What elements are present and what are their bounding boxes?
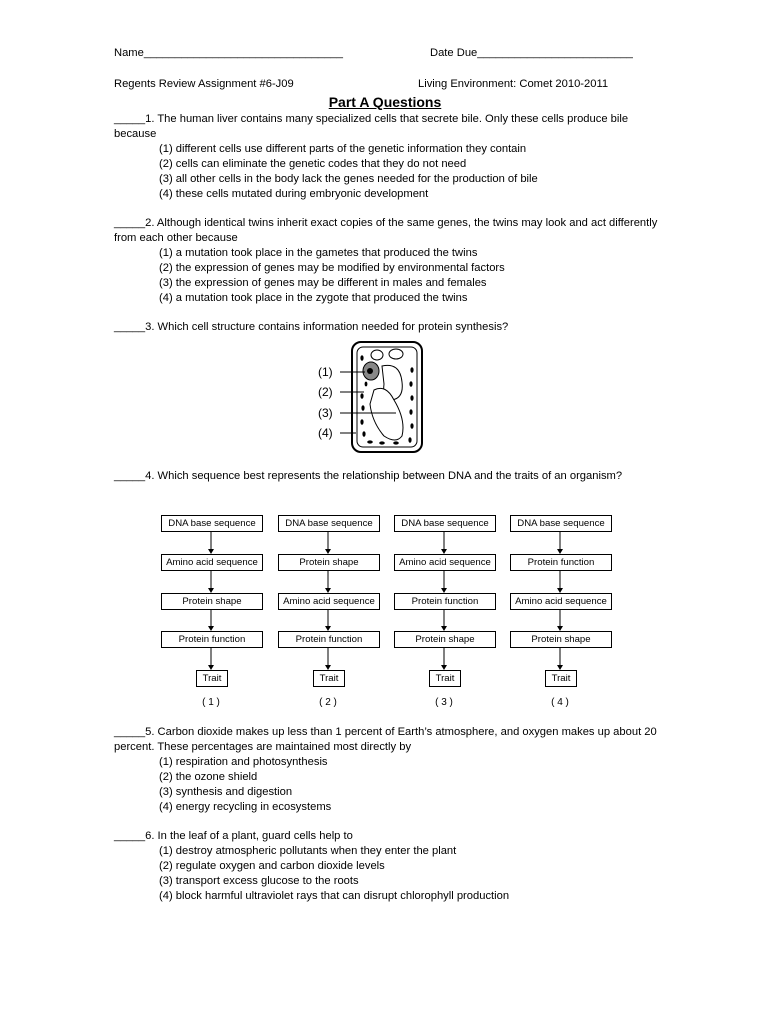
choice: (1) respiration and photosynthesis — [159, 756, 328, 768]
page-title: Part A Questions — [328, 94, 442, 110]
choice: (1) different cells use different parts of the genetic information they contain — [159, 143, 527, 155]
choice: (4) a mutation took place in the zygote that produced the twins — [159, 292, 468, 304]
flow-box: DNA base sequence — [394, 515, 496, 532]
assignment-label: Regents Review Assignment #6-J09 — [114, 78, 294, 90]
flow-box: Protein function — [161, 631, 263, 648]
cell-label-1: (1) — [318, 365, 333, 379]
flow-box: Amino acid sequence — [394, 554, 496, 571]
flow-box: Protein shape — [161, 593, 263, 610]
choice: (2) the expression of genes may be modified by environmental factors — [159, 262, 505, 274]
flowchart-option-label: ( 2 ) — [319, 697, 337, 708]
question-6 — [114, 829, 659, 904]
question-2 — [114, 216, 659, 306]
question-stem: _____4. Which sequence best represents the relationship between DNA and the traits of an organism? — [114, 470, 623, 482]
flow-box: DNA base sequence — [161, 515, 263, 532]
flowchart-option-label: ( 1 ) — [202, 697, 220, 708]
cell-label-4: (4) — [318, 426, 333, 440]
question-stem: _____3. Which cell structure contains information needed for protein synthesis? — [114, 321, 509, 333]
course-label: Living Environment: Comet 2010-2011 — [418, 78, 609, 90]
flow-box: Protein function — [510, 554, 612, 571]
flow-box: DNA base sequence — [510, 515, 612, 532]
nucleolus — [367, 368, 373, 374]
choice: (4) block harmful ultraviolet rays that can disrupt chlorophyll production — [159, 890, 510, 902]
name-field-line: Name________________________________ — [114, 47, 343, 59]
choice: (3) all other cells in the body lack the genes needed for the production of bile — [159, 173, 538, 185]
question-3 — [114, 320, 659, 335]
flow-box: Protein shape — [394, 631, 496, 648]
question-4 — [114, 469, 659, 484]
choice: (4) these cells mutated during embryonic development — [159, 188, 429, 200]
flow-box-trait: Trait — [429, 670, 461, 687]
flow-box: Protein shape — [510, 631, 612, 648]
choice: (3) transport excess glucose to the roots — [159, 875, 359, 887]
question-stem: _____1. The human liver contains many specialized cells that secrete bile. Only these cells produce bile because — [114, 113, 629, 140]
cell-label-2: (2) — [318, 385, 333, 399]
flow-box: DNA base sequence — [278, 515, 380, 532]
flow-box: Protein shape — [278, 554, 380, 571]
choice: (3) synthesis and digestion — [159, 786, 293, 798]
date-due-field-line: Date Due_________________________ — [430, 47, 633, 59]
flow-box-trait: Trait — [545, 670, 577, 687]
choice: (3) the expression of genes may be different in males and females — [159, 277, 487, 289]
flow-box-trait: Trait — [196, 670, 228, 687]
choice-list — [114, 142, 659, 202]
flowchart-option-label: ( 4 ) — [551, 697, 569, 708]
vesicle — [389, 349, 403, 359]
choice: (1) a mutation took place in the gametes that produced the twins — [159, 247, 478, 259]
flow-box: Amino acid sequence — [161, 554, 263, 571]
plant-cell-diagram — [310, 338, 430, 456]
choice-list — [114, 246, 659, 306]
choice-list — [114, 844, 659, 904]
flow-box: Amino acid sequence — [510, 593, 612, 610]
choice: (2) the ozone shield — [159, 771, 258, 783]
cell-label-3: (3) — [318, 406, 333, 420]
flow-box: Protein function — [278, 631, 380, 648]
question-5 — [114, 725, 659, 815]
flowchart-option-label: ( 3 ) — [435, 697, 453, 708]
choice: (2) regulate oxygen and carbon dioxide levels — [159, 860, 385, 872]
choice-list — [114, 755, 659, 815]
flow-box: Amino acid sequence — [278, 593, 380, 610]
vesicle — [371, 350, 383, 360]
choice: (1) destroy atmospheric pollutants when they enter the plant — [159, 845, 457, 857]
question-stem: _____2. Although identical twins inherit exact copies of the same genes, the twins may look and act differently from each other because — [114, 217, 658, 244]
flow-box: Protein function — [394, 593, 496, 610]
choice: (4) energy recycling in ecosystems — [159, 801, 332, 813]
question-stem: _____5. Carbon dioxide makes up less than 1 percent of Earth’s atmosphere, and oxygen makes up about 20 percent. These percentages are maintained most directly by — [114, 726, 657, 753]
flow-box-trait: Trait — [313, 670, 345, 687]
question-1 — [114, 112, 659, 202]
question-stem: _____6. In the leaf of a plant, guard cells help to — [114, 830, 353, 842]
choice: (2) cells can eliminate the genetic codes that they do not need — [159, 158, 467, 170]
